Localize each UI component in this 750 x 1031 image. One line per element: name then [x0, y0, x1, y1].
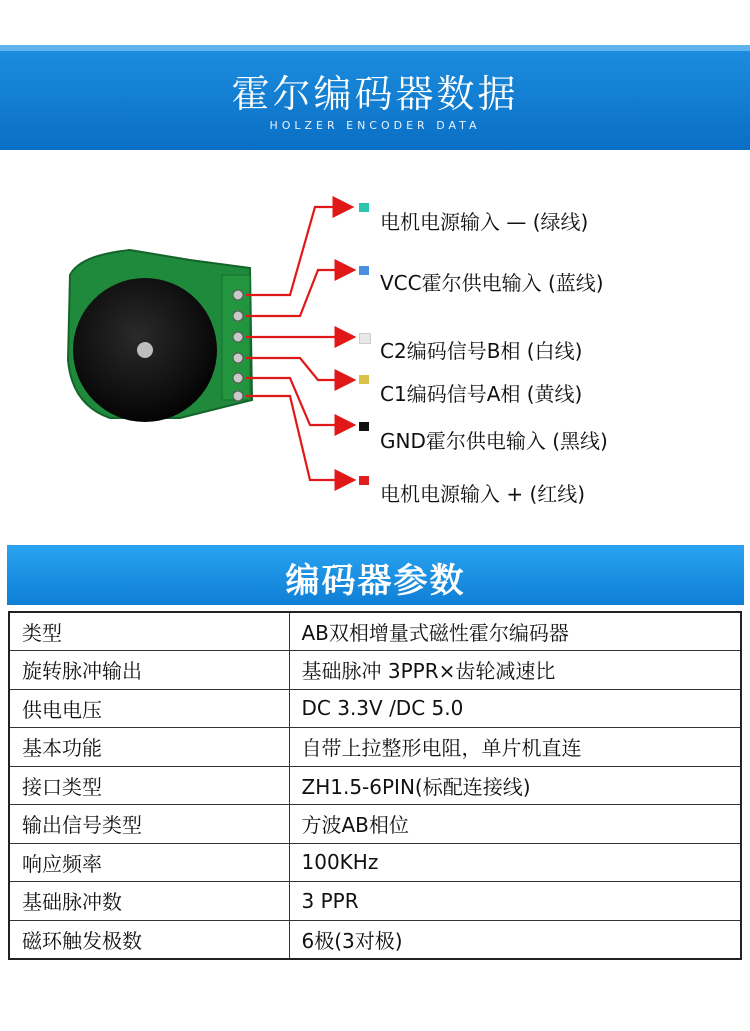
table-row — [9, 612, 741, 651]
param-value: 3 PPR — [289, 882, 741, 921]
param-value: 自带上拉整形电阻，单片机直连 — [289, 728, 741, 767]
table-row — [9, 843, 741, 882]
param-key: 旋转脉冲输出 — [9, 651, 289, 690]
wire-label-gnd: GND霍尔供电输入 (黑线) — [380, 429, 608, 453]
table-row — [9, 728, 741, 767]
params-title: 编码器参数 — [285, 561, 466, 601]
wire-swatch-green — [359, 203, 369, 212]
wire-swatch-yellow — [359, 375, 369, 384]
param-value: AB双相增量式磁性霍尔编码器 — [289, 612, 741, 651]
table-row — [9, 920, 741, 959]
wire-label-c1: C1编码信号A相 (黄线) — [380, 382, 583, 406]
param-key: 磁环触发极数 — [9, 920, 289, 959]
wire-swatch-black — [359, 422, 369, 431]
wire-swatch-red — [359, 476, 369, 485]
param-key: 响应频率 — [9, 843, 289, 882]
params-banner — [7, 545, 744, 605]
table-row — [9, 766, 741, 805]
table-row — [9, 882, 741, 921]
wire-label-motor-neg: 电机电源输入 — (绿线) — [380, 210, 589, 234]
param-value: DC 3.3V /DC 5.0 — [289, 689, 741, 728]
header-banner — [0, 45, 750, 150]
page-title: 霍尔编码器数据 — [231, 72, 519, 116]
wire-swatch-blue — [359, 266, 369, 275]
table-row — [9, 651, 741, 690]
params-table — [8, 611, 742, 960]
header-highlight — [0, 45, 750, 51]
wire-label-c2: C2编码信号B相 (白线) — [380, 339, 583, 363]
wire-swatch-white — [359, 333, 371, 344]
param-key: 基础脉冲数 — [9, 882, 289, 921]
param-value: 基础脉冲 3PPR×齿轮减速比 — [289, 651, 741, 690]
param-value: 方波AB相位 — [289, 805, 741, 844]
param-key: 输出信号类型 — [9, 805, 289, 844]
param-value: ZH1.5-6PIN(标配连接线) — [289, 766, 741, 805]
wire-label-vcc: VCC霍尔供电输入 (蓝线) — [380, 271, 604, 295]
encoder-board-illustration — [0, 150, 750, 530]
param-key: 接口类型 — [9, 766, 289, 805]
param-key: 类型 — [9, 612, 289, 651]
param-key: 供电电压 — [9, 689, 289, 728]
table-row — [9, 689, 741, 728]
encoder-wiring-diagram — [0, 150, 750, 530]
param-value: 100KHz — [289, 843, 741, 882]
page-subtitle: HOLZER ENCODER DATA — [269, 119, 481, 132]
param-key: 基本功能 — [9, 728, 289, 767]
table-row — [9, 805, 741, 844]
param-value: 6极(3对极) — [289, 920, 741, 959]
wire-label-motor-pos: 电机电源输入 + (红线) — [380, 482, 586, 506]
